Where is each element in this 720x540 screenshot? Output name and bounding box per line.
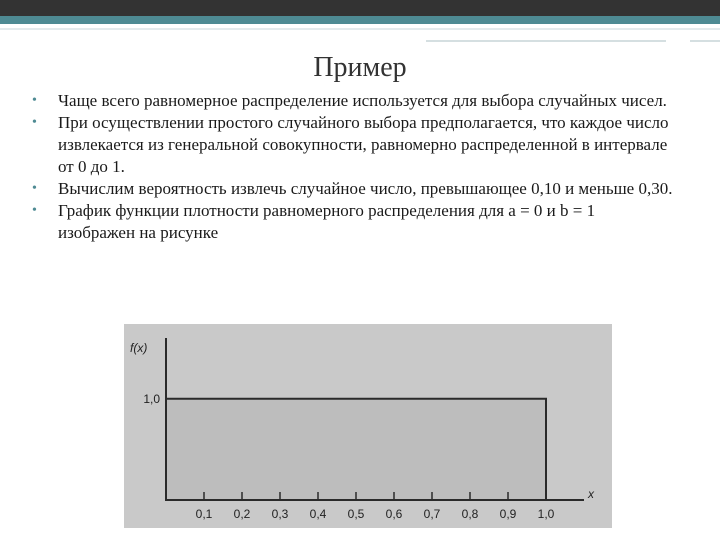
density-chart-svg <box>124 324 612 528</box>
x-tick-label: 0,8 <box>461 507 479 521</box>
slide-title: Пример <box>313 52 407 83</box>
density-chart <box>124 324 612 528</box>
bullet-item <box>26 112 676 178</box>
bullet-text: При осуществлении простого случайного выбора предполагается, что каждое число извлекается из генеральной совокупности, равномерно распределенной в интервале от 0 до 1. <box>58 113 669 176</box>
y-tick-label: 1,0 <box>143 391 160 406</box>
x-tick-label: 0,1 <box>195 507 213 521</box>
x-tick-label: 0,5 <box>347 507 365 521</box>
x-tick-label: 0,3 <box>271 507 289 521</box>
x-tick-label: 0,6 <box>385 507 403 521</box>
y-axis-label: f(x) <box>130 341 148 355</box>
decor-line <box>426 40 666 42</box>
banner-accent-stripe <box>0 16 720 24</box>
banner-decor-lines <box>0 24 720 50</box>
bullet-dot-icon: • <box>32 181 37 196</box>
x-axis-label: x <box>588 487 594 501</box>
x-tick-label: 0,9 <box>499 507 517 521</box>
bullet-list <box>26 90 676 244</box>
decor-line <box>690 40 720 42</box>
top-banner <box>0 0 720 24</box>
bullet-item <box>26 200 676 244</box>
bullet-item <box>26 90 676 112</box>
bullet-item <box>26 178 676 200</box>
x-tick-label: 0,7 <box>423 507 441 521</box>
bullet-dot-icon: • <box>32 93 37 108</box>
bullet-dot-icon: • <box>32 115 37 130</box>
bullet-text: Вычислим вероятность извлечь случайное число, превышающее 0,10 и меньше 0,30. <box>58 179 673 198</box>
x-tick-label: 0,2 <box>233 507 251 521</box>
x-tick-label: 1,0 <box>537 507 555 521</box>
bullet-dot-icon: • <box>32 203 37 218</box>
bullet-text: Чаще всего равномерное распределение используется для выбора случайных чисел. <box>58 91 667 110</box>
decor-line <box>0 28 720 30</box>
bullet-text: График функции плотности равномерного распределения для a = 0 и b = 1 изображен на рисунке <box>58 201 596 242</box>
x-tick-label: 0,4 <box>309 507 327 521</box>
density-area <box>166 399 546 500</box>
